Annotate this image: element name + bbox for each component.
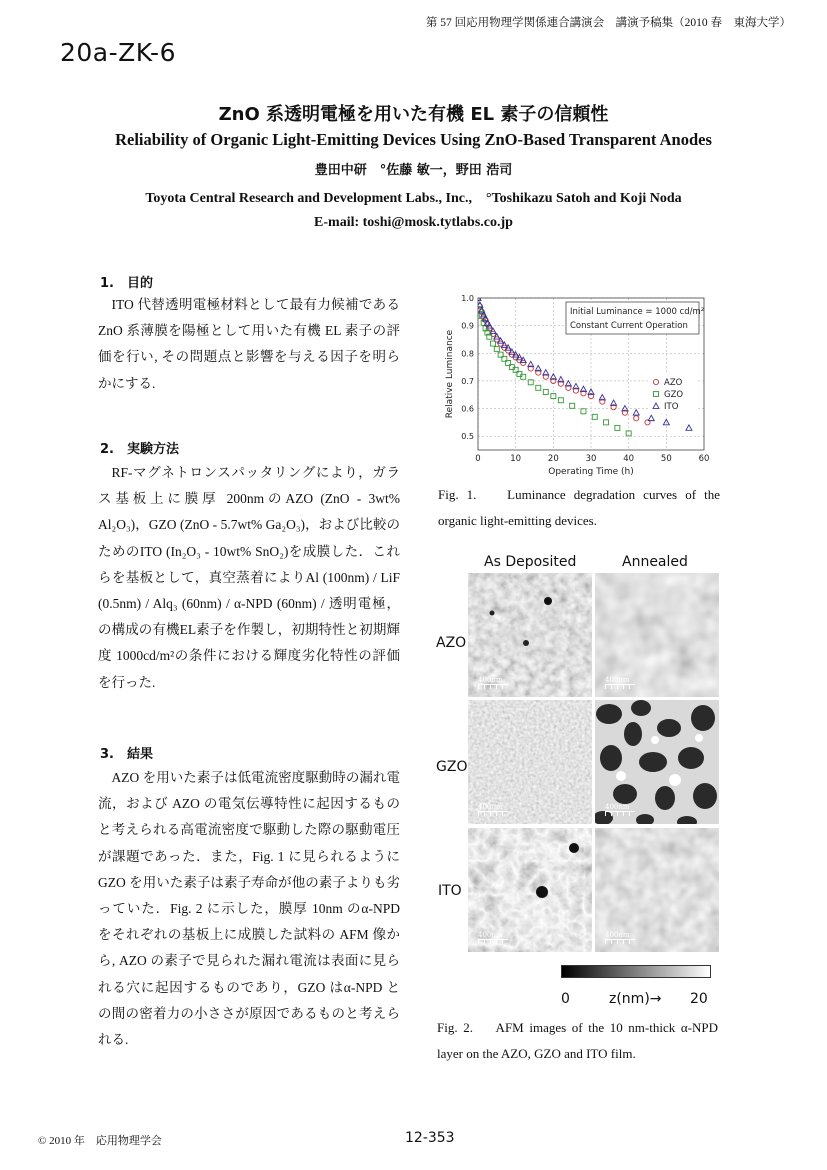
data-point-gzo (581, 409, 586, 414)
section-1-text: ITO 代替透明電極材料として最有力候補である ZnO 系薄膜を陽極として用いた有機 EL 素子の評価を行い, その問題点と影響を与える因子を明らかにする. (98, 297, 400, 391)
colorbar-axis-label: z(nm)→ (609, 991, 662, 1007)
scale-bar-label: 400nm (478, 803, 503, 811)
data-point-gzo (528, 380, 533, 385)
section-3-heading: 3. 結果 (100, 747, 153, 762)
x-axis-label: Operating Time (h) (548, 467, 634, 477)
y-tick-label: 0.5 (461, 432, 474, 442)
title-japanese: ZnO 系透明電極を用いた有機 EL 素子の信頼性 (218, 104, 609, 125)
section-1-body (98, 292, 400, 397)
data-point-azo (634, 416, 639, 421)
afm-image-ito-as-deposited (468, 828, 592, 952)
annotation-line-2: Constant Current Operation (570, 321, 688, 331)
footer-page-number: 12-353 (405, 1130, 455, 1146)
scale-bar-label: 400nm (605, 931, 630, 939)
chart-legend (648, 374, 698, 414)
scale-bar (478, 676, 508, 689)
y-tick-label: 0.9 (461, 321, 474, 331)
data-point-gzo (615, 425, 620, 430)
scale-bar-label: 400nm (478, 676, 503, 684)
affiliation-english: Toyota Central Research and Development Labs., Inc., °Toshikazu Satoh and Koji Noda (145, 191, 682, 206)
afm-image-gzo-as-deposited (468, 700, 592, 824)
figure-2-caption: Fig. 2. AFM images of the 10 nm-thick α-NPD layer on the AZO, GZO and ITO film. (437, 1020, 718, 1061)
footer-copyright: © 2010 年 応用物理学会 (38, 1135, 162, 1147)
authors-japanese: 豊田中研 °佐藤 敏一，野田 浩司 (314, 163, 513, 178)
x-tick-label: 40 (623, 454, 635, 464)
email-address: E-mail: toshi@mosk.tytlabs.co.jp (314, 215, 513, 230)
x-tick-label: 60 (698, 454, 710, 464)
col-label-as-deposited: As Deposited (484, 554, 577, 570)
data-point-gzo (543, 389, 548, 394)
data-point-ito (686, 425, 692, 430)
data-point-ito (633, 410, 639, 415)
data-point-gzo (604, 420, 609, 425)
section-2-text: RF-マグネトロンスパッタリングにより，ガラス基板上に膜厚 200nmのAZO (ZnO - 3wt% Al₂O₃)，GZO (ZnO - 5.7wt% Ga₂O₃)，および比較のためのITO (In₂O₃ - 10wt% SnO₂)を成膜した．これらを基板として，真空蒸着によりAl (100nm) / LiF (0.5nm) / Alq₃ (60nm) / α-NPD (60nm) / 透明電極，の構成の有機EL素子を作製し，初期特性と初期輝度 1000cd/m²の条件における輝度劣化特性の評価を行った. (98, 465, 400, 690)
legend-label-gzo: GZO (664, 390, 684, 400)
section-3-text: AZO を用いた素子は低電流密度駆動時の漏れ電流，および AZO の電気伝導特性に起因するものと考えられる高電流密度で駆動した際の駆動電圧が課題であった．また，Fig. 1 に見られるように GZO を用いた素子は素子寿命が他の素子よりも劣っていた．Fig. 2 に示した，膜厚 10nm のα-NPD をそれぞれの基板上に成膜した試料の AFM 像から, AZO の素子で見られた漏れ電流は表面に見られる穴に起因するものであり，GZO はα-NPD との間の密着力の小ささが原因であるものと考えられる. (98, 770, 400, 1048)
x-tick-label: 50 (660, 454, 672, 464)
legend-label-ito: ITO (664, 402, 679, 412)
data-point-ito (648, 415, 654, 420)
figure-1-caption: Fig. 1. Luminance degradation curves of the organic light-emitting devices. (438, 487, 720, 528)
x-tick-label: 30 (585, 454, 597, 464)
scale-bar (605, 676, 635, 689)
y-tick-label: 0.6 (461, 404, 474, 414)
afm-image-gzo-annealed (595, 700, 719, 824)
scale-bar-label: 400nm (478, 931, 503, 939)
x-tick-label: 20 (547, 454, 559, 464)
chart-annotation-box (566, 302, 704, 334)
conference-header: 第 57 回応用物理学関係連合講演会 講演予稿集（2010 春 東海大学） (425, 17, 791, 29)
title-english: Reliability of Organic Light-Emitting Devices Using ZnO-Based Transparent Anodes (115, 130, 712, 149)
scale-bar (605, 803, 635, 816)
x-tick-label: 0 (475, 454, 481, 464)
data-point-gzo (558, 398, 563, 403)
colorbar-min-label: 0 (561, 991, 570, 1007)
scale-bar (478, 803, 508, 816)
colorbar-max-label: 20 (690, 991, 708, 1007)
afm-image-ito-annealed (595, 828, 719, 952)
y-tick-label: 1.0 (461, 294, 474, 303)
scale-bar (605, 931, 635, 944)
x-tick-label: 10 (510, 454, 522, 464)
afm-image-azo-as-deposited (468, 573, 592, 697)
col-label-annealed: Annealed (622, 554, 688, 570)
paper-code: 20a-ZK-6 (60, 38, 176, 67)
y-tick-label: 0.7 (461, 376, 474, 386)
annotation-line-1: Initial Luminance = 1000 cd/m² (570, 307, 705, 317)
section-3-body (98, 765, 400, 1053)
section-1-heading: 1. 目的 (100, 276, 153, 291)
y-tick-label: 0.8 (461, 349, 474, 359)
scale-bar-label: 400nm (605, 676, 630, 684)
scale-bar-label: 400nm (605, 803, 630, 811)
data-point-gzo (491, 341, 496, 346)
afm-image-azo-annealed (595, 573, 719, 697)
legend-label-azo: AZO (664, 378, 683, 388)
section-2-heading: 2. 実験方法 (100, 442, 179, 457)
row-label-ito: ITO (438, 883, 462, 899)
data-point-gzo (536, 385, 541, 390)
luminance-degradation-chart (440, 290, 720, 480)
scale-bar (478, 931, 508, 944)
data-point-gzo (570, 403, 575, 408)
row-label-gzo: GZO (436, 759, 468, 775)
row-label-azo: AZO (436, 635, 467, 651)
section-2-body (98, 460, 400, 696)
height-colorbar (561, 965, 711, 978)
data-point-gzo (494, 347, 499, 352)
data-point-gzo (592, 414, 597, 419)
y-axis-label: Relative Luminance (445, 329, 455, 419)
